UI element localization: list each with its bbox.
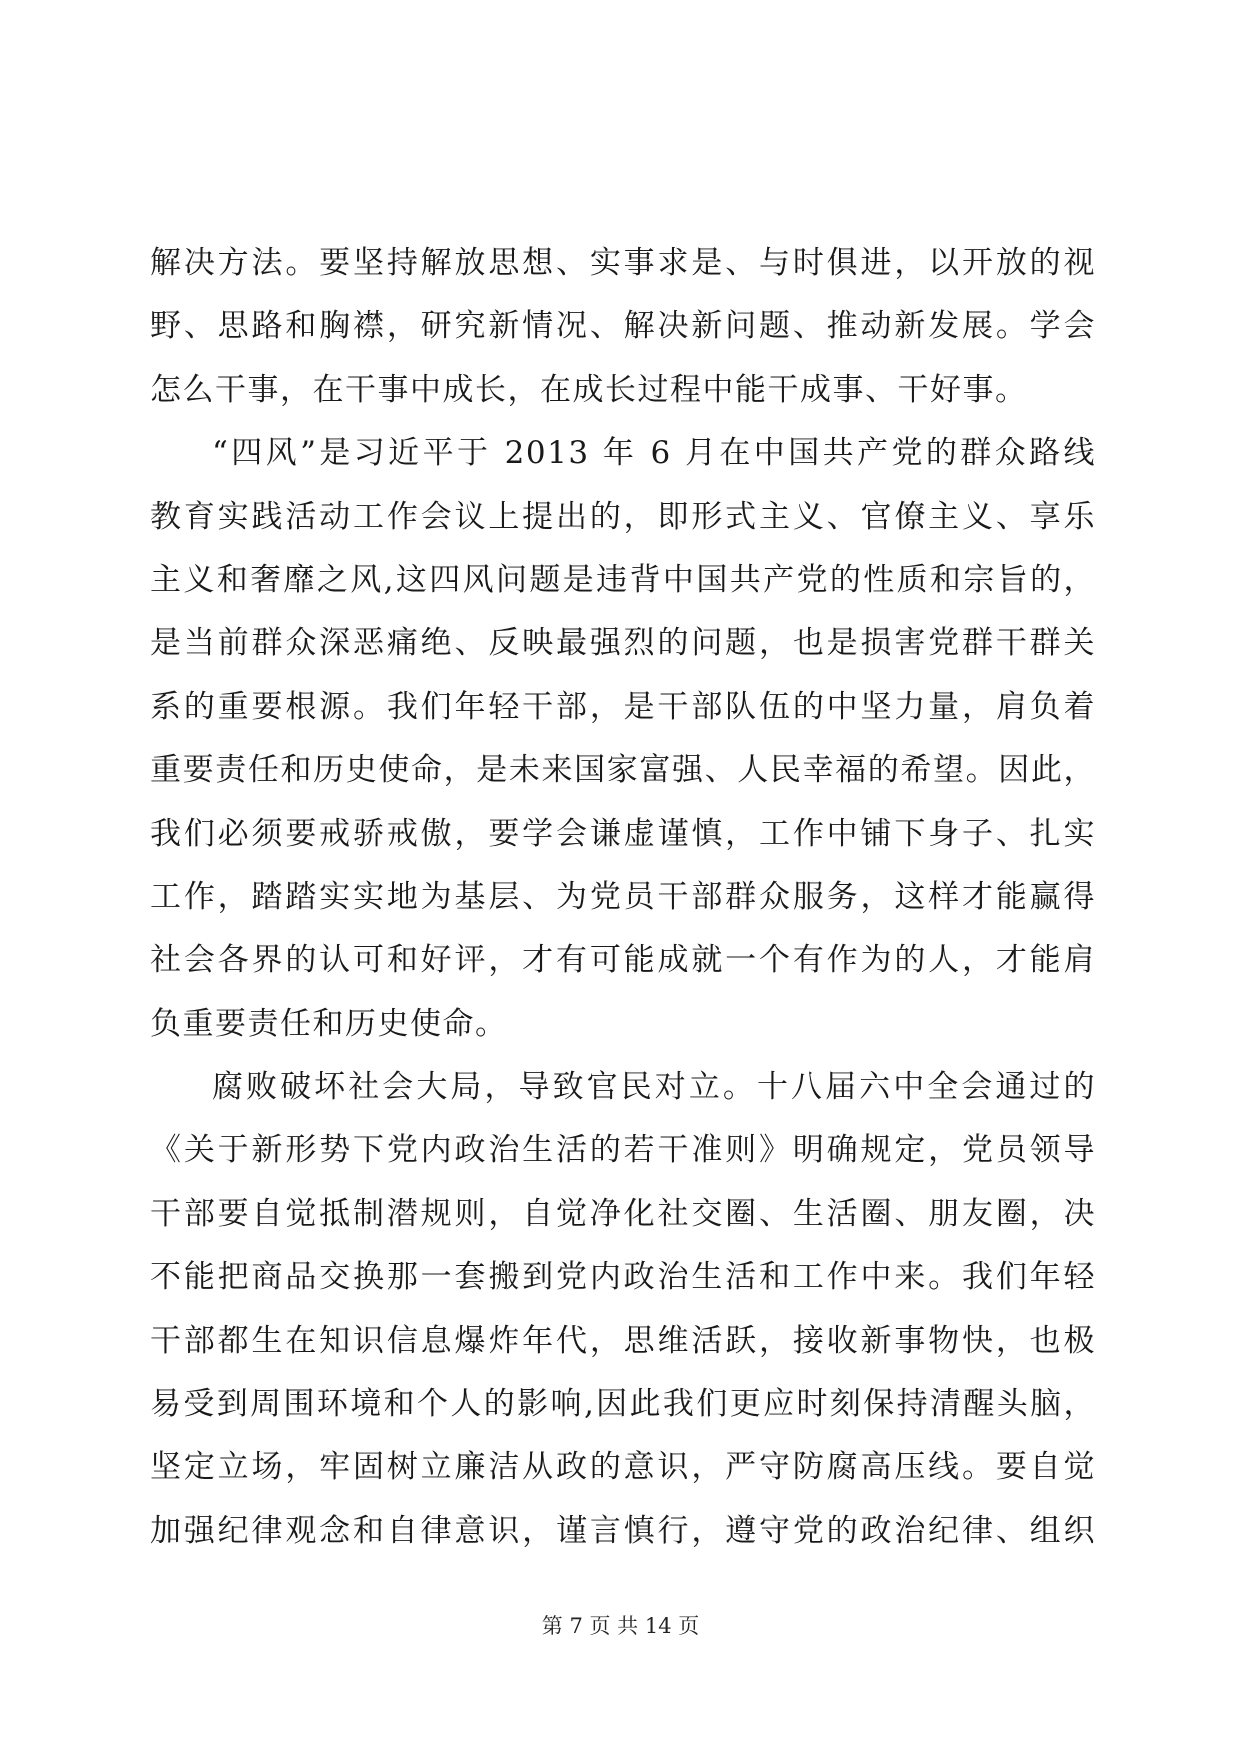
text-line: 我们必须要戒骄戒傲，要学会谦虚谨慎，工作中铺下身子、扎实 [150, 815, 1096, 852]
text-line: 系的重要根源。我们年轻干部，是干部队伍的中坚力量，肩负着 [150, 688, 1096, 725]
text-line: 社会各界的认可和好评，才有可能成就一个有作为的人，才能肩 [150, 942, 1096, 979]
text-line: 坚定立场，牢固树立廉洁从政的意识，严守防腐高压线。要自觉 [150, 1449, 1096, 1486]
paragraph [150, 1056, 1096, 1563]
text-line: 干部要自觉抵制潜规则，自觉净化社交圈、生活圈、朋友圈，决 [150, 1195, 1096, 1232]
text-line: 工作，踏踏实实地为基层、为党员干部群众服务，这样才能赢得 [150, 878, 1096, 915]
text-line: 加强纪律观念和自律意识，谨言慎行，遵守党的政治纪律、组织 [150, 1512, 1096, 1549]
text-line: 不能把商品交换那一套搬到党内政治生活和工作中来。我们年轻 [150, 1259, 1096, 1296]
paragraph [150, 232, 1096, 422]
text-line: 易受到周围环境和个人的影响,因此我们更应时刻保持清醒头脑， [150, 1386, 1096, 1423]
text-line: “四风”是习近平于 2013 年 6 月在中国共产党的群众路线 [212, 435, 1096, 472]
paragraph [150, 422, 1096, 1056]
text-line: 野、思路和胸襟，研究新情况、解决新问题、推动新发展。学会 [150, 308, 1096, 345]
text-line: 主义和奢靡之风,这四风问题是违背中国共产党的性质和宗旨的， [150, 561, 1096, 598]
text-line: 负重要责任和历史使命。 [150, 1005, 508, 1042]
text-line: 腐败破坏社会大局，导致官民对立。十八届六中全会通过的 [212, 1069, 1096, 1106]
document-body [150, 232, 1096, 1563]
text-line: 解决方法。要坚持解放思想、实事求是、与时俱进，以开放的视 [150, 245, 1096, 281]
text-line: 干部都生在知识信息爆炸年代，思维活跃，接收新事物快，也极 [150, 1322, 1096, 1359]
text-line: 怎么干事，在干事中成长，在成长过程中能干成事、干好事。 [150, 371, 1028, 408]
text-line: 《关于新形势下党内政治生活的若干准则》明确规定，党员领导 [150, 1132, 1096, 1169]
text-line: 教育实践活动工作会议上提出的，即形式主义、官僚主义、享乐 [150, 498, 1096, 535]
text-line: 是当前群众深恶痛绝、反映最强烈的问题，也是损害党群干群关 [150, 625, 1096, 662]
text-line: 重要责任和历史使命，是未来国家富强、人民幸福的希望。因此， [150, 752, 1096, 789]
page-footer: 第 7 页 共 14 页 [541, 1614, 700, 1638]
